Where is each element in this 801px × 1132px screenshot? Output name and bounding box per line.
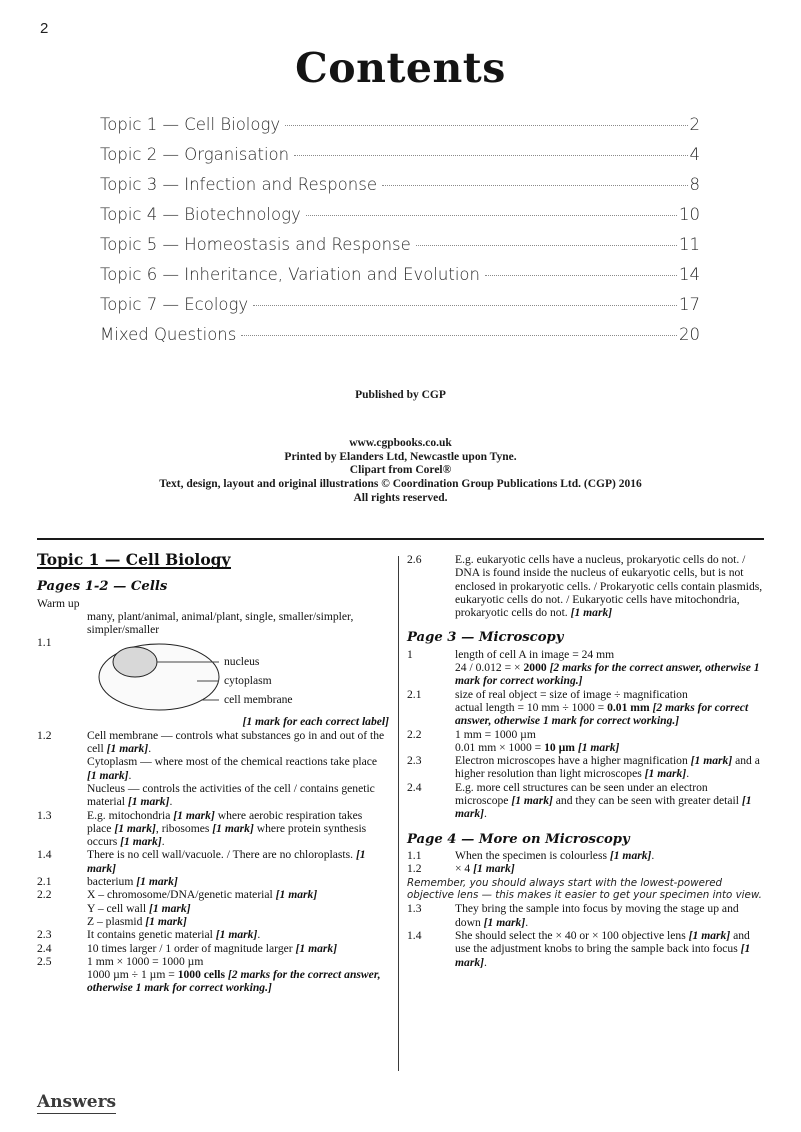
answer-seg: E.g. more cell structures can be seen under an electron microscope — [455, 780, 708, 808]
answer-text — [87, 942, 389, 955]
mark-tag: [1 mark] — [87, 848, 366, 875]
animal-cell-diagram — [87, 637, 387, 715]
answer-row-r1-4 — [407, 929, 764, 969]
mark-tag: [1 mark] — [570, 606, 613, 620]
answer-body — [455, 754, 764, 781]
answer-seg: and a higher resolution than light microscopes — [455, 754, 760, 781]
answer-body — [455, 648, 764, 688]
answer-row-r2-4 — [407, 781, 764, 821]
answers-left-column — [37, 550, 389, 995]
answer-number: 2.6 — [407, 553, 422, 566]
answer-row-2-5 — [37, 955, 389, 995]
answer-row-1-4 — [37, 848, 389, 875]
publisher-block — [0, 389, 801, 506]
answer-row-r2-3 — [407, 754, 764, 781]
answer-number: 2.4 — [37, 941, 52, 955]
answer-text — [455, 754, 764, 781]
answer-number: 1.4 — [37, 848, 52, 862]
toc-entry[interactable] — [100, 260, 700, 290]
answer-body — [87, 848, 389, 875]
answer-seg: It contains genetic material — [87, 928, 216, 942]
answer-text: 1 mm = 1000 µm — [455, 727, 536, 741]
topic-heading: Topic 1 — Cell Biology — [37, 550, 231, 569]
answer-number: 1.3 — [407, 902, 422, 916]
answer-seg: E.g. mitochondria — [87, 808, 174, 822]
answer-row-r1-2 — [407, 862, 764, 875]
answer-seg: 0.01 mm × 1000 = — [455, 740, 545, 754]
answer-value: 0.01 mm — [607, 700, 650, 714]
toc-entry-label: Topic 5 — Homeostasis and Response — [100, 235, 411, 254]
answer-body — [87, 955, 389, 995]
diagram-label-nucleus: nucleus — [224, 655, 260, 669]
answer-seg: . — [161, 835, 165, 849]
answer-body — [455, 688, 764, 728]
answer-seg: × 4 — [455, 862, 474, 876]
toc-entry-page: 4 — [689, 145, 700, 164]
toc-entry-label: Topic 7 — Ecology — [100, 295, 249, 314]
answer-seg: They bring the sample into focus by moving the stage up and down — [455, 902, 739, 929]
toc-entry-page: 10 — [679, 205, 700, 224]
copyright-line: Text, design, layout and original illustrations © Coordination Group Publications Ltd. (CGP) 2016 — [159, 478, 642, 491]
answer-text: 1 mm × 1000 = 1000 µm — [87, 954, 204, 968]
mark-tag: [1 mark] — [275, 888, 318, 902]
answer-row-1-1 — [37, 636, 389, 728]
answer-number: 1.3 — [37, 808, 52, 822]
mark-tag: [1 mark] — [473, 862, 515, 876]
answer-seg: . — [483, 955, 487, 969]
answer-seg: 24 / 0.012 = × — [455, 661, 524, 675]
page-title: Contents — [295, 44, 506, 92]
answer-number: 1.1 — [407, 848, 422, 862]
answer-row-2-3 — [37, 928, 389, 941]
answer-number: 2.4 — [407, 780, 422, 794]
toc-entry-page: 2 — [689, 115, 700, 134]
answer-text — [87, 902, 389, 915]
mark-tag: [1 mark] — [511, 794, 553, 808]
mark-tag: [1 mark] — [87, 768, 129, 782]
answer-text — [87, 875, 389, 888]
answer-number: 1 — [407, 647, 413, 661]
answer-number: 2.2 — [37, 888, 52, 902]
toc-leader-dots — [253, 304, 677, 306]
answer-text: size of real object = size of image ÷ magnification — [455, 687, 688, 701]
answer-row-2-1 — [37, 875, 389, 888]
answer-text — [87, 809, 389, 849]
toc-entry[interactable] — [100, 200, 700, 230]
mark-tag: [1 mark] — [173, 808, 215, 822]
answer-value: 2000 — [523, 661, 547, 675]
toc-entry-page: 11 — [679, 235, 700, 254]
toc-leader-dots — [416, 244, 677, 246]
answer-row-r1-1 — [407, 849, 764, 862]
warm-up-answer: many, plant/animal, animal/plant, single, smaller/simpler, simpler/smaller — [87, 609, 354, 637]
mark-tag: [1 mark] — [136, 875, 178, 889]
answer-body — [87, 729, 389, 809]
answer-seg: Z – plasmid — [87, 914, 146, 928]
answer-text — [455, 553, 764, 619]
answer-row-r2-1 — [407, 688, 764, 728]
answer-row-2-6 — [407, 553, 764, 619]
answer-body — [87, 888, 389, 928]
mark-tag: [2 marks for correct answer, otherwise 1 mark for correct working.] — [455, 700, 749, 728]
answer-body — [455, 849, 764, 862]
page-heading-page-4: Page 4 — More on Microscopy — [407, 831, 630, 847]
mark-tag: [1 mark] — [688, 928, 731, 942]
answer-text — [87, 755, 389, 782]
answer-body — [455, 781, 764, 821]
toc-leader-dots — [485, 274, 677, 276]
mark-tag: [2 marks for the correct answer, otherwise 1 mark for correct working.] — [87, 968, 381, 995]
toc-leader-dots — [285, 124, 687, 126]
answer-row-1-2 — [37, 729, 389, 809]
answer-number: 2.1 — [407, 687, 422, 701]
answer-body — [455, 929, 764, 969]
answer-body — [87, 928, 389, 941]
answer-text — [87, 782, 389, 809]
answer-mark-1-1: [1 mark for each correct label] — [242, 715, 389, 729]
answer-text — [87, 888, 389, 901]
toc-entry[interactable] — [100, 320, 700, 350]
answer-seg: 1000 µm ÷ 1 µm = — [87, 968, 178, 982]
diagram-label-cell-membrane: cell membrane — [224, 693, 293, 707]
answer-body — [455, 902, 764, 929]
answer-seg: When the specimen is colourless — [455, 848, 610, 862]
answer-row-r2-2 — [407, 728, 764, 755]
answer-seg: where aerobic respiration takes place — [87, 808, 363, 835]
answer-body — [87, 875, 389, 888]
mark-tag: [1 mark] — [644, 767, 687, 781]
answer-seg: She should select the × 40 or × 100 objective lens — [455, 928, 689, 942]
clipart-line: Clipart from Corel® — [349, 464, 452, 477]
study-tip: Remember, you should always start with the lowest-powered objective lens — this makes it easier to get your specimen into view. — [407, 876, 762, 901]
mark-tag: [1 mark] — [690, 754, 733, 768]
toc-entry-label: Topic 6 — Inheritance, Variation and Evolution — [100, 265, 480, 284]
answer-row-r1-3 — [407, 902, 764, 929]
toc-entry[interactable] — [100, 110, 700, 140]
answer-body — [87, 809, 389, 849]
answer-row-2-2 — [37, 888, 389, 928]
mark-tag: [1 mark] — [114, 821, 156, 835]
footer-section-label: Answers — [37, 1092, 117, 1112]
answer-seg: 10 times larger / 1 order of magnitude larger — [87, 941, 296, 955]
mark-tag: [1 mark] — [106, 742, 149, 756]
answer-seg: where protein synthesis occurs — [87, 821, 367, 849]
answer-row-warmup — [37, 610, 389, 637]
answer-seg: X – chromosome/DNA/genetic material — [87, 888, 276, 902]
toc-leader-dots — [382, 184, 688, 186]
answer-text — [87, 848, 389, 875]
answer-seg: . — [128, 768, 132, 782]
toc-entry-page: 8 — [689, 175, 700, 194]
answer-number: 2.5 — [37, 954, 52, 968]
answer-text — [87, 729, 389, 756]
answer-text — [455, 849, 764, 862]
toc-leader-dots — [241, 334, 677, 336]
answer-seg: E.g. eukaryotic cells have a nucleus, prokaryotic cells do not. / DNA is found inside the nucleus of eukaryotic cells, but is not enclosed in prokaryotic cells. / Prokaryotic cells contain plasmids, eukaryotic cells do not. / Eukaryotic cells have mitochondria, prokaryotic cells do not. — [455, 553, 763, 620]
answer-number: 2.1 — [37, 875, 52, 889]
warm-up-label: Warm up — [37, 596, 80, 610]
answer-seg: . — [525, 915, 529, 929]
answer-seg: Cytoplasm — where most of the chemical reactions take place — [87, 755, 378, 769]
answer-seg: and they can be seen with greater detail — [552, 794, 742, 808]
website-line: www.cgpbooks.co.uk — [349, 436, 452, 449]
page-heading-pages-1-2: Pages 1-2 — Cells — [37, 579, 168, 595]
mark-tag: [1 mark] — [212, 821, 254, 835]
toc-entry-page: 20 — [679, 325, 700, 344]
answer-number: 1.4 — [407, 928, 422, 942]
answer-number: 2.2 — [407, 727, 422, 741]
mark-tag: [1 mark] — [609, 848, 652, 862]
answer-seg: Nucleus — controls the activities of the cell / contains genetic material — [87, 781, 375, 809]
printer-line: Printed by Elanders Ltd, Newcastle upon Tyne. — [284, 450, 517, 463]
answer-number: 2.3 — [407, 754, 422, 768]
answer-text — [87, 968, 389, 995]
answer-number: 1.2 — [407, 862, 422, 876]
mark-tag: [2 marks for the correct answer, otherwise 1 mark for correct working.] — [455, 661, 760, 688]
mark-tag: [1 mark] — [127, 795, 170, 809]
answer-number: 1.2 — [37, 728, 52, 742]
answer-number: 2.3 — [37, 928, 52, 942]
answer-seg: . — [169, 795, 173, 809]
answer-seg: and use the adjustment knobs to bring the sample back into focus — [455, 928, 750, 956]
rights-line: All rights reserved. — [353, 491, 448, 504]
mark-tag: [1 mark] — [145, 914, 187, 928]
answer-text — [87, 915, 389, 928]
toc-entry[interactable] — [100, 170, 700, 200]
mark-tag: [1 mark] — [455, 942, 751, 969]
page-heading-page-3: Page 3 — Microscopy — [407, 630, 564, 646]
diagram-label-cytoplasm: cytoplasm — [224, 674, 272, 688]
answer-seg: . — [483, 807, 487, 821]
page-folio: 2 — [40, 20, 49, 37]
toc-entry-label: Mixed Questions — [100, 325, 237, 344]
mark-tag: [1 mark] — [120, 835, 162, 849]
answer-seg: . — [686, 767, 690, 781]
answer-text — [87, 928, 389, 941]
answer-seg: . — [651, 848, 655, 862]
toc-entry-label: Topic 2 — Organisation — [100, 145, 290, 164]
toc-entry[interactable] — [100, 140, 700, 170]
answer-text — [455, 781, 764, 821]
toc-leader-dots — [306, 214, 677, 216]
answer-body — [455, 553, 764, 619]
answer-body — [455, 728, 764, 755]
toc-entry-page: 17 — [679, 295, 700, 314]
published-by-line: Published by CGP — [355, 389, 446, 401]
toc-entry[interactable] — [100, 230, 700, 260]
answer-seg: . — [148, 742, 152, 756]
mark-tag: [1 mark] — [215, 928, 258, 942]
answer-text — [455, 902, 764, 929]
answer-row-2-4 — [37, 942, 389, 955]
toc-entry-page: 14 — [679, 265, 700, 284]
answer-row-1-3 — [37, 809, 389, 849]
mark-tag: [1 mark] — [295, 941, 338, 955]
answer-seg: . — [257, 928, 261, 942]
answer-text — [455, 929, 764, 969]
answer-seg: Cell membrane — controls what substances go in and out of the cell — [87, 728, 385, 756]
answer-value: 10 µm — [544, 740, 575, 754]
answer-body — [87, 942, 389, 955]
answer-body — [87, 636, 389, 728]
answer-text — [455, 701, 764, 728]
answer-number: 1.1 — [37, 636, 52, 650]
answer-row-q1 — [407, 648, 764, 688]
toc-entry[interactable] — [100, 290, 700, 320]
table-of-contents — [100, 110, 700, 350]
answer-text — [455, 741, 764, 754]
answer-seg: Y – cell wall — [87, 901, 150, 915]
mark-tag: [1 mark] — [574, 740, 620, 754]
answer-value: 1000 cells — [177, 968, 226, 982]
answer-text — [455, 661, 764, 688]
toc-entry-label: Topic 4 — Biotechnology — [100, 205, 301, 224]
answer-seg: There is no cell wall/vacuole. / There are no chloroplasts. — [87, 848, 354, 862]
answer-seg: Electron microscopes have a higher magnification — [455, 754, 691, 768]
section-rule — [37, 538, 764, 540]
column-divider — [398, 556, 399, 1071]
mark-tag: [1 mark] — [149, 901, 191, 915]
answer-text: length of cell A in image = 24 mm — [455, 647, 615, 661]
toc-entry-label: Topic 3 — Infection and Response — [100, 175, 377, 194]
mark-tag: [1 mark] — [455, 794, 752, 821]
answer-body — [87, 610, 389, 637]
toc-entry-label: Topic 1 — Cell Biology — [100, 115, 281, 134]
mark-tag: [1 mark] — [483, 915, 526, 929]
answer-seg: actual length = 10 mm ÷ 1000 = — [455, 700, 608, 714]
answer-text — [455, 862, 764, 875]
toc-leader-dots — [294, 154, 687, 156]
answer-seg: , ribosomes — [155, 821, 213, 835]
answers-right-column — [407, 553, 764, 969]
answer-body — [455, 862, 764, 875]
answer-seg: bacterium — [87, 875, 137, 889]
